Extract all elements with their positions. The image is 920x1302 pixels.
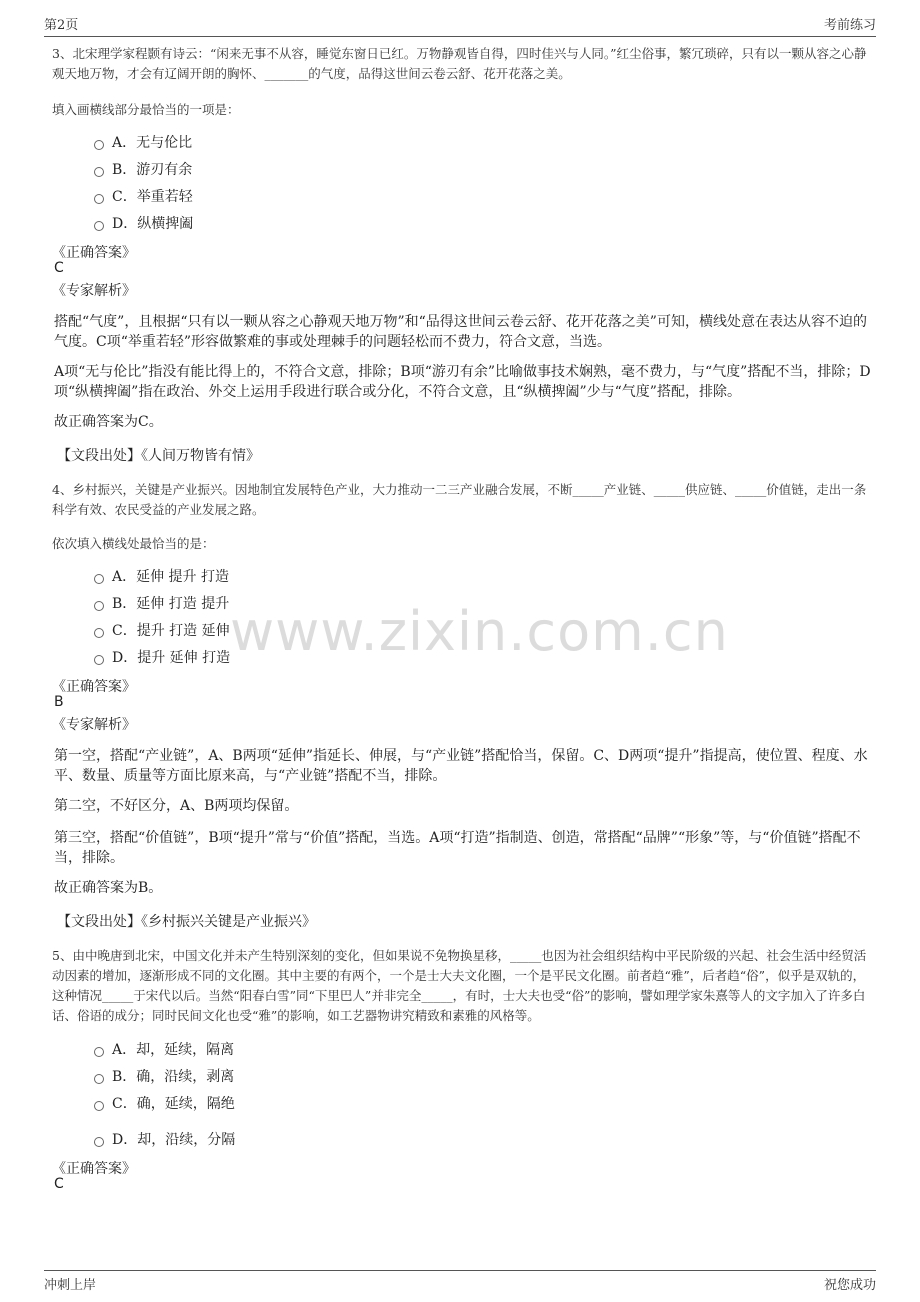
q5-option-a[interactable]: A．却，延续，隔离 [94,1039,234,1059]
footer-left: 冲刺上岸 [44,1278,97,1293]
question-5-stem: 5、由中晚唐到北宋，中国文化并未产生特别深刻的变化，但如果说不免物换星移，_____也因为社会组织结构中平民阶级的兴起、社会生活中经贸活动因素的增加，逐渐形成不同的文化圈。其中主要的有两个，一个是士大夫文化圈，一个是平民文化圈。前者趋“雅”，后者趋“俗”，似乎是双轨的，这种情况_____于宋代以后。当然“阳春白雪”同“下里巴人”并非完全_____，有时，士大夫也受“俗”的影响，譬如理学家朱熹等人的文字加入了许多白话、俗语的成分；同时民间文化也受“雅”的影响，如工艺器物讲究精致和素雅的风格等。 [52,948,867,1023]
question-3-prompt: 填入画横线部分最恰当的一项是： [52,102,240,117]
analysis-label: 《专家解析》 [52,717,136,733]
radio-icon[interactable] [94,601,104,611]
q4-option-c[interactable]: C．提升 打造 延伸 [94,620,230,640]
radio-icon[interactable] [94,628,104,638]
answer-label: 《正确答案》 [52,1161,136,1177]
q3-option-c[interactable]: C．举重若轻 [94,186,193,206]
q3-option-d[interactable]: D．纵横捭阖 [94,213,193,233]
source-citation: 【文段出处】《人间万物皆有情》 [57,448,260,464]
analysis-paragraph: 第二空，不好区分，A、B两项均保留。 [54,798,299,814]
radio-icon[interactable] [94,574,104,584]
radio-icon[interactable] [94,221,104,231]
analysis-paragraph: 第一空，搭配“产业链”，A、B两项“延伸”指延长、伸展，与“产业链”搭配恰当，保留。C、D两项“提升”指提高，使位置、程度、水平、数量、质量等方面比原来高，与“产业链”搭配不当，排除。 [54,748,868,784]
analysis-paragraph: 故正确答案为C。 [54,414,163,430]
radio-icon[interactable] [94,1137,104,1147]
page-header [44,14,876,37]
question-3-stem: 3、北宋理学家程颢有诗云：“闲来无事不从容，睡觉东窗日已红。万物静观皆自得，四时佳兴与人同。”红尘俗事，繁冗琐碎，只有以一颗从容之心静观天地万物，才会有辽阔开朗的胸怀、_______的气度，品得这世间云卷云舒、花开花落之美。 [52,46,867,81]
question-4-stem: 4、乡村振兴，关键是产业振兴。因地制宜发展特色产业，大力推动一二三产业融合发展，不断_____产业链、_____供应链、_____价值链，走出一条科学有效、农民受益的产业发展之路。 [52,482,867,517]
radio-icon[interactable] [94,655,104,665]
watermark: www.zixin.com.cn [230,600,729,663]
header-title: 考前练习 [823,18,876,33]
radio-icon[interactable] [94,1047,104,1057]
answer-value: C [54,260,64,276]
q3-option-b[interactable]: B．游刃有余 [94,159,192,179]
answer-value: C [54,1176,64,1192]
analysis-paragraph: 搭配“气度”，且根据“只有以一颗从容之心静观天地万物”和“品得这世间云卷云舒、花开花落之美”可知，横线处意在表达从容不迫的气度。C项“举重若轻”形容做繁难的事或处理棘手的问题轻松而不费力，符合文意，当选。 [54,314,867,350]
analysis-paragraph: 故正确答案为B。 [54,880,163,896]
answer-label: 《正确答案》 [52,679,136,695]
analysis-label: 《专家解析》 [52,283,136,299]
footer-right: 祝您成功 [823,1278,876,1293]
radio-icon[interactable] [94,1074,104,1084]
analysis-paragraph: A项“无与伦比”指没有能比得上的，不符合文意，排除；B项“游刃有余”比喻做事技术娴熟，毫不费力，与“气度”搭配不当，排除；D项“纵横捭阖”指在政治、外交上运用手段进行联合或分化，不符合文意，且“纵横捭阖”少与“气度”搭配，排除。 [54,364,871,400]
radio-icon[interactable] [94,167,104,177]
q5-option-d[interactable]: D．却，沿续，分隔 [94,1129,235,1149]
radio-icon[interactable] [94,1101,104,1111]
analysis-paragraph: 第三空，搭配“价值链”，B项“提升”常与“价值”搭配，当选。A项“打造”指制造、创造，常搭配“品牌”“形象”等，与“价值链”搭配不当，排除。 [54,830,861,866]
q4-option-a[interactable]: A．延伸 提升 打造 [94,566,229,586]
radio-icon[interactable] [94,140,104,150]
page-number: 第2页 [44,18,79,33]
source-citation: 【文段出处】《乡村振兴关键是产业振兴》 [57,914,316,930]
answer-label: 《正确答案》 [52,245,136,261]
question-4-prompt: 依次填入横线处最恰当的是： [52,536,215,551]
q5-option-b[interactable]: B．确，沿续，剥离 [94,1066,234,1086]
q3-option-a[interactable]: A．无与伦比 [94,132,192,152]
page-footer [44,1270,876,1293]
q4-option-b[interactable]: B．延伸 打造 提升 [94,593,229,613]
q4-option-d[interactable]: D．提升 延伸 打造 [94,647,230,667]
radio-icon[interactable] [94,194,104,204]
q5-option-c[interactable]: C．确，延续，隔绝 [94,1093,235,1113]
answer-value: B [54,694,64,710]
